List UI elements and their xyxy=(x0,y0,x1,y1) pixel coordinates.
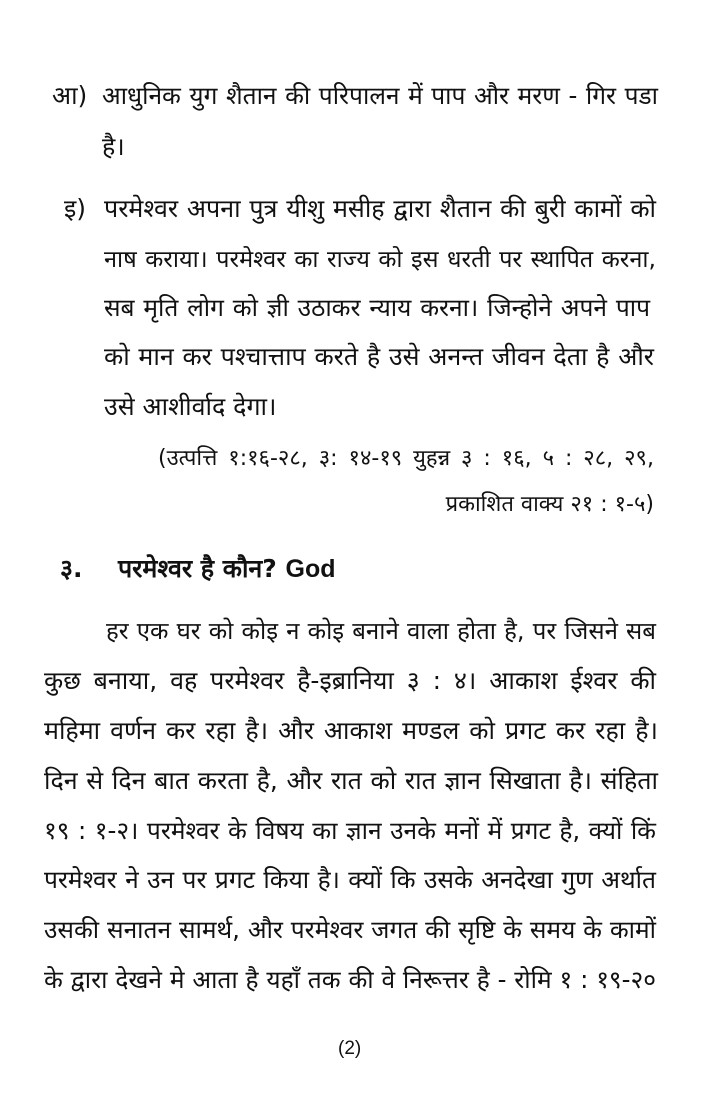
item-i-marker: इ) xyxy=(64,194,87,223)
item-i-line-3: सब मृति लोग को ज्ञी उठाकर न्याय करना। जिन्होने अपने पाप xyxy=(104,293,650,322)
paragraph-line-4: दिन से दिन बात करता है, और रात को रात ज्ञान सिखाता है। संहिता xyxy=(44,766,658,795)
item-i-line-2: नाष कराया। परमेश्वर का राज्य को इस धरती पर स्थापित करना, xyxy=(104,245,656,273)
section-title: परमेश्वर है कौन? xyxy=(117,554,277,583)
paragraph-line-7: उसकी सनातन सामर्थ, और परमेश्वर जगत की सृष्टि के समय के कामों xyxy=(44,915,656,944)
section-number: ३. xyxy=(60,554,83,583)
section-title-english: God xyxy=(285,555,336,583)
section-heading xyxy=(60,552,336,586)
paragraph-line-2: कुछ बनाया, वह परमेश्वर है-इब्रानिया ३ : ४। आकाश ईश्वर की xyxy=(44,666,656,695)
reference-line-1: (उत्पत्ति १:१६-२८, ३: १४-१९ युहन्न ३ : १६, ५ : २८, २९, xyxy=(158,446,654,471)
item-i-line-4: को मान कर पश्चात्ताप करते है उसे अनन्त जीवन देता है और xyxy=(104,342,654,371)
paragraph-line-5: १९ : १-२। परमेश्वर के विषय का ज्ञान उनके मनों में प्रगट है, क्यों किं xyxy=(44,816,656,845)
item-aa-line-2: है। xyxy=(102,132,125,161)
item-aa-marker: आ) xyxy=(52,81,88,110)
paragraph-line-6: परमेश्वर ने उन पर प्रगट किया है। क्यों कि उसके अनदेखा गुण अर्थात xyxy=(44,865,656,894)
item-aa-line-1: आधुनिक युग शैतान की परिपालन में पाप और मरण - गिर पडा xyxy=(102,81,658,110)
paragraph-line-8: के द्वारा देखने मे आता है यहाँ तक की वे निरूत्तर है - रोमि १ : १९-२० xyxy=(44,965,656,994)
paragraph-line-1: हर एक घर को कोइ न कोइ बनाने वाला होता है, पर जिसने सब xyxy=(106,617,656,645)
page-number: (2) xyxy=(338,1038,362,1059)
item-i-line-5: उसे आशीर्वाद देगा। xyxy=(104,392,277,421)
reference-line-2: प्रकाशित वाक्य २१ : १-५) xyxy=(445,492,654,517)
item-i-line-1: परमेश्वर अपना पुत्र यीशु मसीह द्वारा शैतान की बुरी कामों को xyxy=(104,194,656,223)
paragraph-line-3: महिमा वर्णन कर रहा है। और आकाश मण्डल को प्रगट कर रहा है। xyxy=(44,716,658,745)
